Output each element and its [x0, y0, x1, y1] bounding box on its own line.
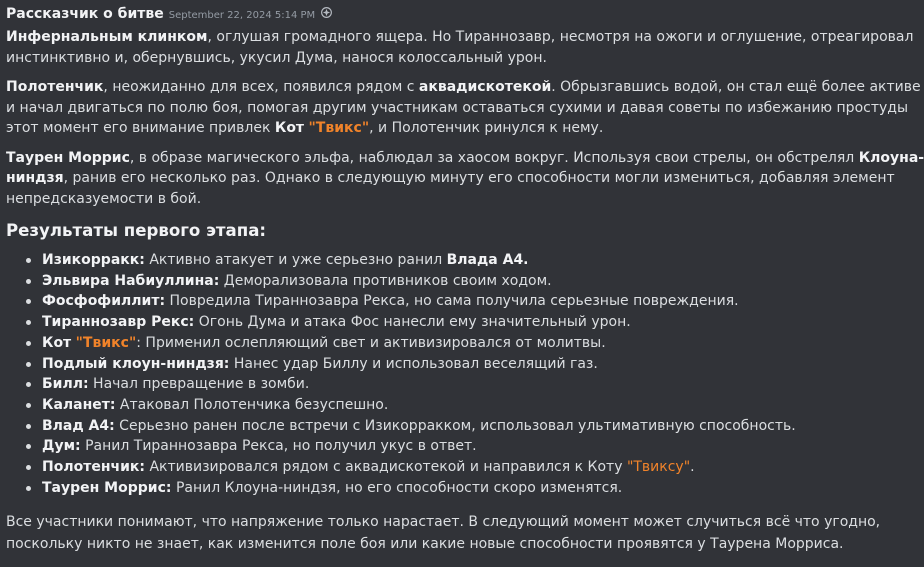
- highlight-text: "Твикс": [308, 120, 370, 136]
- text-run: Все участники понимают, что напряжение только нарастает. В следующий момент может случиться всё что угодно,: [6, 514, 881, 531]
- ai-sparkle-icon: [320, 6, 333, 22]
- text-run: . Обрызгавшись водой, он стал ещё более активе: [551, 79, 921, 95]
- list-item: [6, 374, 827, 395]
- bold-text: Кот: [274, 120, 305, 136]
- text-run: .: [690, 459, 695, 476]
- list-item: [6, 250, 827, 271]
- text-run: Ранил Клоуна-ниндзя, но его способности скоро изменятся.: [171, 479, 623, 496]
- highlight-text: "Твикс": [75, 334, 137, 351]
- participant-name: Билл:: [42, 376, 89, 393]
- participant-name: Изикорракк:: [42, 252, 145, 268]
- list-item: [6, 333, 827, 354]
- text-run: , оглушая громадного ящера. Но Тираннозавр, несмотря на ожоги и оглушение, отреагировал: [207, 29, 914, 45]
- text-run: : Применил ослепляющий свет и активизировался от молитвы.: [136, 334, 606, 351]
- paragraph-attack: [6, 27, 914, 68]
- text-run: этот момент его внимание привлек: [6, 120, 275, 136]
- list-item: [6, 436, 827, 457]
- message-header: [6, 5, 827, 25]
- list-item: [6, 312, 827, 333]
- text-run: Ранил Тираннозавра Рекса, но получил укус в ответ.: [80, 438, 477, 455]
- text-run: непредсказуемости в бой.: [6, 190, 202, 207]
- text-run: Деморализовала противников своим ходом.: [219, 272, 552, 289]
- participant-name: Подлый клоун-ниндзя:: [42, 355, 230, 372]
- text-run: инстинктивно и, обернувшись, укусил Дума, нанося колоссальный урон.: [6, 49, 547, 66]
- text-run: , ранив его несколько раз. Однако в следующую минуту его способности могли измениться, добавляя элемент: [63, 170, 895, 186]
- participant-name: Таурен Моррис:: [42, 479, 172, 496]
- participant-name: Тираннозавр Рекс:: [42, 314, 195, 331]
- text-run: , и Полотенчик ринулся к нему.: [369, 120, 604, 136]
- text-run: Активно атакует и уже серьезно ранил: [144, 252, 447, 268]
- participant-name: Полотенчик:: [42, 459, 146, 476]
- highlight-text: "Твиксу": [626, 459, 691, 476]
- results-heading: Результаты первого этапа:: [6, 221, 267, 240]
- text-run: Нанес удар Биллу и использовал веселящий газ.: [229, 355, 598, 372]
- participant-name: Фосфофиллит:: [42, 293, 166, 310]
- paragraph-towel: [6, 77, 921, 139]
- paragraph-tauren: [6, 148, 924, 210]
- text-run: Серьезно ранен после встречи с Изикорракком, использовал ультимативную способность.: [114, 417, 796, 434]
- participant-name: Эльвира Набиуллина:: [42, 272, 220, 289]
- text-run: поскольку никто не знает, как изменится поле боя или какие новые способности проявятся у Таурена Морриса.: [6, 535, 844, 552]
- participant-name: Кот: [42, 334, 72, 351]
- bold-text: аквадискотекой: [418, 79, 552, 95]
- list-item: [6, 416, 827, 437]
- author-name[interactable]: Рассказчик о битве: [6, 6, 164, 22]
- bold-text: Таурен Моррис: [6, 149, 130, 166]
- participant-name: Дум:: [42, 438, 81, 455]
- text-run: , неожиданно для всех, появился рядом с: [103, 79, 419, 95]
- list-item: [6, 478, 827, 499]
- bold-text: Влада А4.: [446, 252, 529, 268]
- text-run: Начал превращение в зомби.: [88, 376, 310, 393]
- participant-name: Каланет:: [42, 396, 116, 413]
- list-item: [6, 271, 827, 292]
- message-timestamp[interactable]: September 22, 2024 5:14 PM: [168, 10, 316, 21]
- bold-text: ниндзя: [6, 170, 64, 186]
- list-item: [6, 457, 827, 478]
- text-run: и начал двигаться по полю боя, помогая другим участникам оставаться сухими и давая советы по избежанию простуды: [6, 99, 909, 116]
- text-run: Повредила Тираннозавра Рекса, но сама получила серьезные повреждения.: [165, 293, 739, 310]
- list-item: [6, 291, 827, 312]
- text-run: Активизировался рядом с аквадискотекой и направился к Коту: [145, 459, 627, 476]
- paragraph-conclusion: [6, 512, 881, 555]
- list-item: [6, 395, 827, 416]
- bold-text: Клоуна-: [858, 149, 924, 166]
- text-run: Огонь Дума и атака Фос нанесли ему значительный урон.: [194, 314, 631, 331]
- list-item: [6, 354, 827, 375]
- results-list: [6, 250, 827, 498]
- participant-name: Влад А4:: [42, 417, 115, 434]
- text-run: , в образе магического эльфа, наблюдал за хаосом вокруг. Используя свои стрелы, он обстрелял: [129, 149, 859, 166]
- bold-text: Полотенчик: [6, 79, 104, 95]
- bold-text: Инфернальным клинком: [6, 29, 208, 45]
- text-run: Атаковал Полотенчика безуспешно.: [115, 396, 389, 413]
